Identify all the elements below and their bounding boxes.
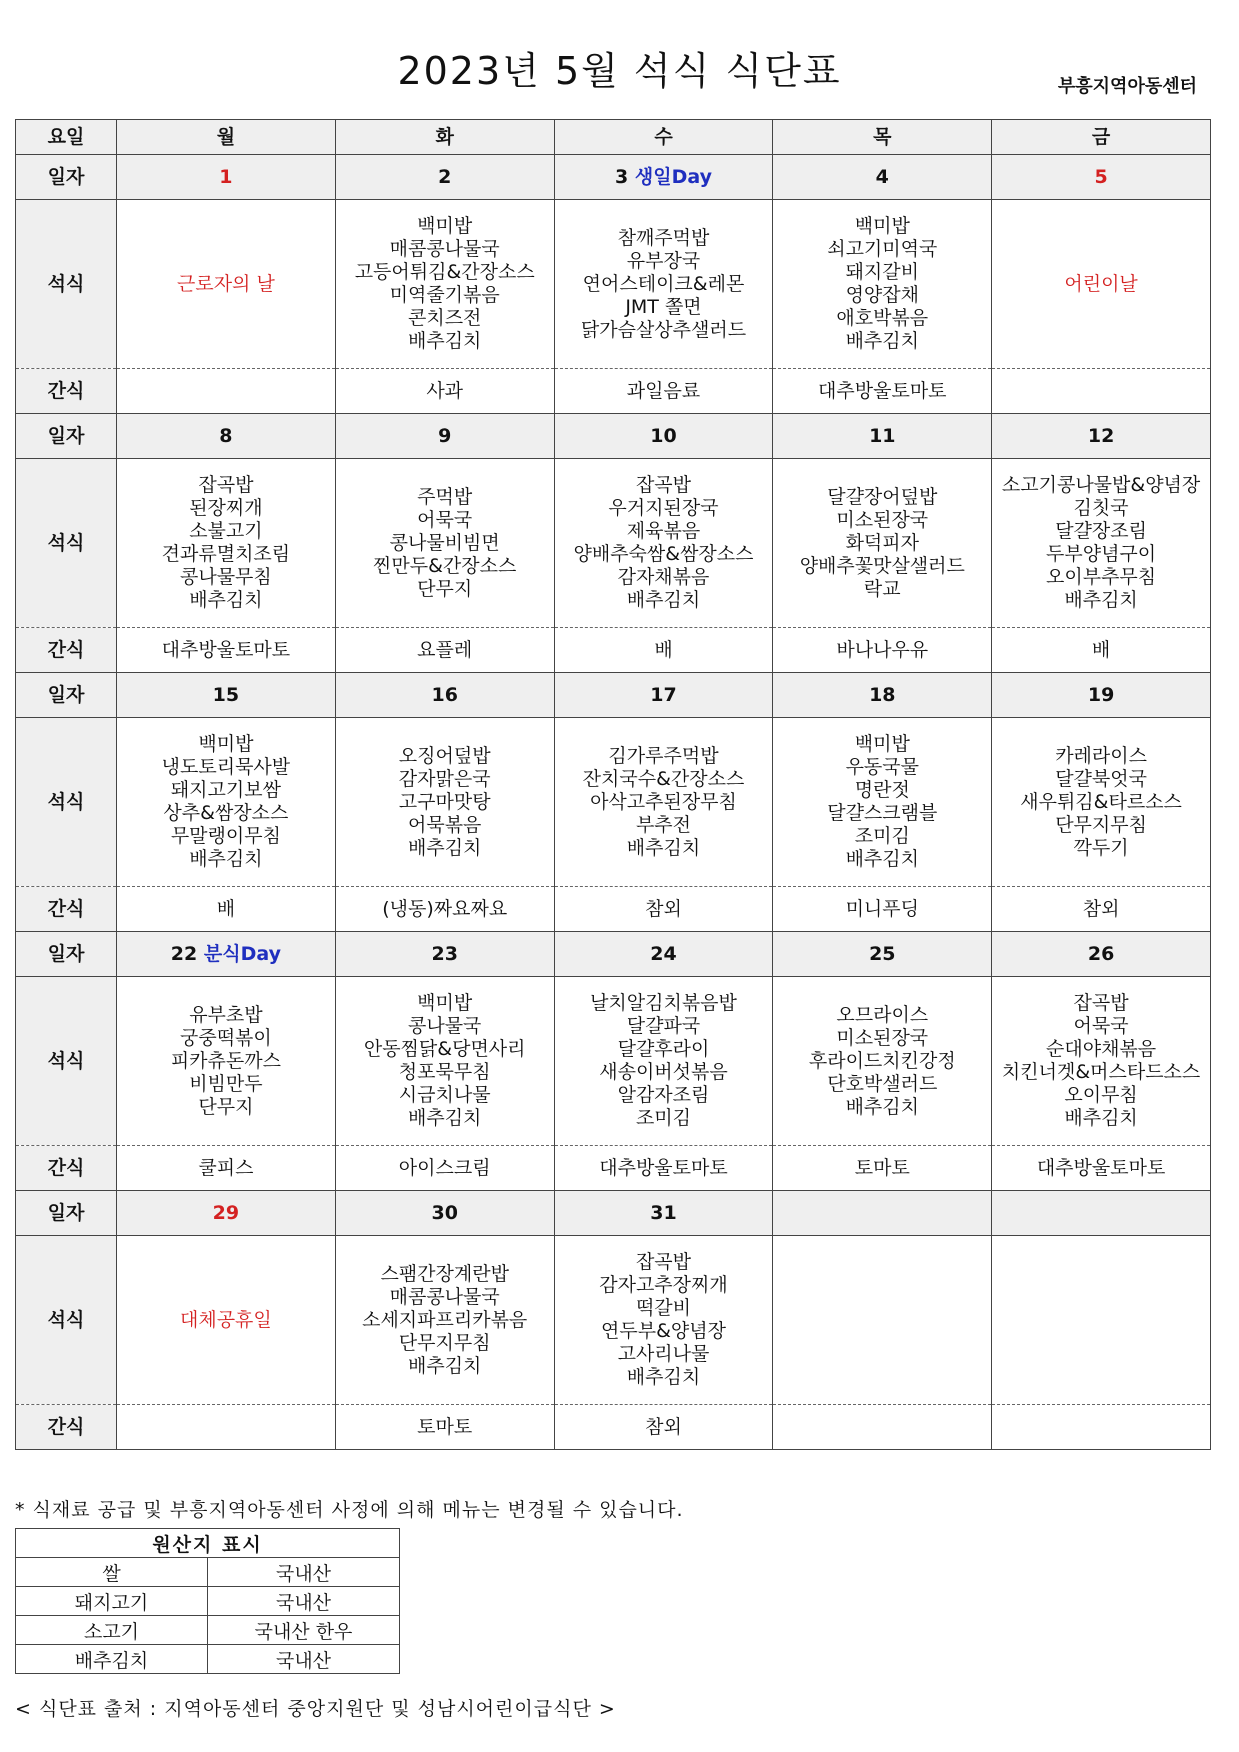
date-number: 31 (650, 1201, 677, 1224)
menu-item: 소고기콩나물밥&양념장 (1001, 474, 1201, 496)
menu-item: 배추김치 (626, 836, 701, 859)
menu-item: 조미김 (635, 1107, 692, 1129)
origin-item: 쌀 (16, 1558, 208, 1587)
menu-item: 콘치즈전 (407, 307, 482, 329)
date-number: 16 (431, 683, 458, 706)
menu-item: 미소된장국 (836, 508, 929, 531)
menu-item: 연어스테이크&레몬 (582, 272, 745, 295)
weekday-wed: 수 (554, 120, 773, 155)
menu-item: 백미밥 (198, 733, 254, 755)
dinner-cell (554, 977, 773, 1146)
snack-cell: 대추방울토마토 (554, 1146, 773, 1191)
menu-item: 배추김치 (407, 836, 482, 859)
menu-item: 김칫국 (1073, 497, 1129, 519)
menu-item: 오이부추무침 (1046, 566, 1157, 588)
weekday-tue: 화 (335, 120, 554, 155)
date-number: 26 (1087, 942, 1115, 965)
menu-item: 아삭고추된장무침 (590, 790, 737, 813)
date-row (16, 1191, 1211, 1236)
snack-cell: 토마토 (773, 1146, 992, 1191)
snack-cell: 참외 (554, 1405, 773, 1450)
weekday-thu: 목 (773, 120, 992, 155)
dinner-cell (335, 459, 554, 628)
snack-label: 간식 (16, 1405, 117, 1450)
date-number: 4 (875, 165, 889, 188)
date-row (16, 414, 1211, 459)
menu-item: 조미김 (854, 825, 910, 847)
menu-item: JMT 쫄면 (625, 295, 702, 318)
menu-item: 견과류멸치조림 (161, 543, 291, 565)
menu-item: 배추김치 (1064, 1107, 1138, 1129)
date-cell (992, 414, 1211, 459)
date-label: 일자 (16, 1191, 117, 1236)
dinner-cell (773, 977, 992, 1146)
menu-item: 배추김치 (407, 330, 482, 352)
dinner-label: 석식 (16, 200, 117, 369)
menu-item: 잡곡밥 (635, 474, 692, 496)
menu-item: 화덕피자 (845, 531, 919, 554)
menu-item: 어묵볶음 (407, 813, 482, 836)
date-cell (554, 155, 773, 200)
origin-row (16, 1587, 400, 1616)
menu-item: 오므라이스 (836, 1003, 929, 1026)
menu-item: 돼지고기보쌈 (170, 779, 281, 801)
date-number: 5 (1094, 165, 1108, 188)
snack-cell: 요플레 (335, 628, 554, 673)
date-cell (117, 673, 336, 718)
menu-item: 우동국물 (845, 756, 919, 778)
dinner-cell (773, 459, 992, 628)
snack-cell: (냉동)짜요짜요 (335, 887, 554, 932)
snack-cell: 배 (992, 628, 1211, 673)
menu-item: 떡갈비 (635, 1297, 692, 1319)
snack-label: 간식 (16, 628, 117, 673)
menu-item: 백미밥 (854, 215, 910, 237)
menu-item: 유부장국 (626, 249, 701, 272)
dinner-row (16, 459, 1211, 628)
menu-item: 근로자의 날 (176, 272, 275, 295)
date-number: 19 (1087, 683, 1115, 706)
menu-item: 후라이드치킨강정 (808, 1049, 956, 1072)
menu-item: 찐만두&간장소스 (373, 554, 517, 577)
menu-item: 감자고추장찌개 (599, 1274, 728, 1296)
menu-item: 달걀파국 (626, 1015, 701, 1037)
date-number: 25 (869, 942, 896, 965)
menu-item: 콩나물무침 (180, 566, 272, 588)
menu-item: 닭가슴살상추샐러드 (580, 318, 747, 341)
menu-item: 애호박볶음 (836, 307, 929, 329)
menu-item: 단무지 (198, 1095, 254, 1118)
menu-item: 미역줄기볶음 (389, 284, 500, 306)
menu-item: 미소된장국 (836, 1026, 929, 1049)
date-number: 3 (615, 165, 629, 188)
dinner-row (16, 977, 1211, 1146)
menu-item: 유부초밥 (189, 1003, 263, 1026)
menu-item: 배추김치 (845, 330, 919, 352)
dinner-cell (335, 1236, 554, 1405)
menu-item: 잡곡밥 (1073, 992, 1129, 1014)
origin-country: 국내산 (208, 1587, 400, 1616)
menu-item: 배추김치 (407, 1354, 482, 1377)
dinner-cell (554, 718, 773, 887)
date-cell (335, 932, 554, 977)
date-row (16, 932, 1211, 977)
dinner-cell (117, 977, 336, 1146)
origin-country: 국내산 (208, 1558, 400, 1587)
date-number: 9 (438, 424, 452, 447)
source-text: < 식단표 출처 : 지역아동센터 중앙지원단 및 성남시어린이급식단 > (15, 1698, 616, 1720)
snack-cell: 과일음료 (554, 369, 773, 414)
date-cell (992, 155, 1211, 200)
snack-cell: 아이스크림 (335, 1146, 554, 1191)
menu-item: 깍두기 (1073, 836, 1129, 859)
date-cell (335, 673, 554, 718)
dinner-cell (117, 1236, 336, 1405)
date-cell (992, 932, 1211, 977)
menu-item: 단무지 (417, 577, 473, 600)
snack-cell: 대추방울토마토 (773, 369, 992, 414)
menu-item: 소세지파프리카볶음 (362, 1308, 528, 1331)
date-row (16, 673, 1211, 718)
weekday-label: 요일 (16, 120, 117, 155)
date-cell (773, 155, 992, 200)
origin-table (15, 1528, 400, 1674)
menu-item: 배추김치 (626, 589, 701, 611)
origin-item: 배추김치 (16, 1645, 208, 1674)
dinner-row (16, 718, 1211, 887)
menu-item: 부추전 (635, 813, 692, 836)
dinner-cell (117, 718, 336, 887)
menu-item: 매콤콩나물국 (389, 1285, 500, 1308)
date-number: 29 (212, 1201, 240, 1224)
dinner-label: 석식 (16, 977, 117, 1146)
origin-row (16, 1645, 400, 1674)
snack-label: 간식 (16, 369, 117, 414)
dinner-cell (773, 200, 992, 369)
dinner-row (16, 200, 1211, 369)
menu-item: 배추김치 (845, 848, 919, 870)
menu-item: 상추&쌈장소스 (163, 802, 289, 824)
dinner-cell (117, 459, 336, 628)
date-cell (554, 414, 773, 459)
menu-item: 쇠고기미역국 (827, 238, 938, 260)
date-row (16, 155, 1211, 200)
menu-item: 영양잡채 (845, 284, 919, 306)
event-tag: 생일Day (634, 165, 712, 188)
dinner-label: 석식 (16, 459, 117, 628)
menu-item: 백미밥 (854, 733, 910, 755)
snack-cell: 대추방울토마토 (117, 628, 336, 673)
menu-item: 감자채볶음 (617, 566, 710, 588)
menu-item: 어묵국 (417, 508, 473, 531)
snack-cell: 바나나우유 (773, 628, 992, 673)
menu-item: 된장찌개 (189, 497, 263, 519)
dinner-cell (554, 200, 773, 369)
menu-item: 순대야채볶음 (1046, 1038, 1157, 1060)
menu-item: 안동찜닭&당면사리 (363, 1038, 526, 1060)
date-cell (554, 673, 773, 718)
date-number: 10 (650, 424, 677, 447)
menu-item: 배추김치 (626, 1366, 701, 1388)
snack-cell: 대추방울토마토 (992, 1146, 1211, 1191)
snack-cell (992, 1405, 1211, 1450)
dinner-cell (992, 1236, 1211, 1405)
dinner-cell (992, 718, 1211, 887)
snack-row (16, 887, 1211, 932)
snack-row (16, 369, 1211, 414)
menu-item: 달걀장어덮밥 (827, 485, 938, 508)
snack-cell: 배 (117, 887, 336, 932)
origin-title: 원산지 표시 (16, 1529, 400, 1558)
menu-item: 스팸간장계란밥 (380, 1262, 509, 1285)
dinner-label: 석식 (16, 718, 117, 887)
origin-row (16, 1616, 400, 1645)
snack-row (16, 1405, 1211, 1450)
menu-item: 궁중떡볶이 (180, 1026, 272, 1049)
date-cell (992, 673, 1211, 718)
dinner-label: 석식 (16, 1236, 117, 1405)
menu-item: 달걀후라이 (617, 1038, 710, 1060)
date-number: 8 (219, 424, 233, 447)
snack-cell: 사과 (335, 369, 554, 414)
page-title: 2023년 5월 석식 식단표 (397, 49, 842, 93)
weekday-fri: 금 (992, 120, 1211, 155)
origin-country: 국내산 (208, 1645, 400, 1674)
dinner-cell (992, 459, 1211, 628)
origin-item: 소고기 (16, 1616, 208, 1645)
dinner-row (16, 1236, 1211, 1405)
date-cell (554, 1191, 773, 1236)
menu-item: 고구마맛탕 (398, 790, 491, 813)
meal-plan-table (15, 119, 1211, 1450)
menu-item: 대체공휴일 (180, 1308, 272, 1331)
menu-item: 연두부&양념장 (601, 1320, 726, 1342)
snack-cell: 참외 (992, 887, 1211, 932)
date-cell (773, 414, 992, 459)
date-number: 15 (212, 683, 240, 706)
date-number: 30 (431, 1201, 458, 1224)
center-name: 부흥지역아동센터 (1057, 76, 1197, 97)
menu-item: 명란젓 (854, 779, 910, 801)
dinner-cell (554, 459, 773, 628)
date-cell (117, 1191, 336, 1236)
snack-label: 간식 (16, 1146, 117, 1191)
menu-item: 시금치나물 (398, 1084, 491, 1106)
menu-item: 잡곡밥 (198, 474, 254, 496)
menu-item: 새송이버섯볶음 (599, 1061, 728, 1083)
menu-item: 양배추꽃맛살샐러드 (799, 554, 965, 577)
menu-item: 참깨주먹밥 (617, 226, 710, 249)
menu-item: 치킨너겟&머스타드소스 (1001, 1061, 1201, 1083)
menu-item: 배추김치 (1064, 589, 1138, 611)
menu-item: 달걀북엇국 (1055, 767, 1147, 790)
menu-item: 피카츄돈까스 (170, 1049, 281, 1072)
menu-item: 콩나물국 (407, 1015, 482, 1037)
menu-item: 백미밥 (417, 215, 473, 237)
date-cell (117, 414, 336, 459)
origin-row (16, 1558, 400, 1587)
dinner-cell (992, 200, 1211, 369)
menu-item: 소불고기 (189, 520, 263, 542)
menu-item: 냉도토리묵사발 (161, 756, 291, 778)
menu-item: 잔치국수&간장소스 (582, 767, 745, 790)
date-number: 23 (431, 942, 458, 965)
notice-text: * 식재료 공급 및 부흥지역아동센터 사정에 의해 메뉴는 변경될 수 있습니다. (15, 1499, 684, 1521)
snack-cell: 배 (554, 628, 773, 673)
date-label: 일자 (16, 673, 117, 718)
menu-item: 락교 (863, 577, 901, 600)
menu-item: 새우튀김&타르소스 (1020, 790, 1182, 813)
snack-cell: 쿨피스 (117, 1146, 336, 1191)
date-number: 18 (869, 683, 896, 706)
snack-row (16, 628, 1211, 673)
date-number: 11 (869, 424, 896, 447)
date-cell (335, 414, 554, 459)
menu-item: 카레라이스 (1055, 744, 1147, 767)
date-number: 22 (170, 942, 198, 965)
menu-item: 어린이날 (1064, 272, 1138, 295)
menu-item: 감자맑은국 (398, 767, 491, 790)
event-tag: 분식Day (203, 942, 281, 965)
menu-item: 날치알김치볶음밥 (590, 992, 737, 1014)
menu-item: 배추김치 (845, 1095, 919, 1118)
menu-item: 배추김치 (407, 1107, 482, 1129)
menu-item: 어묵국 (1073, 1015, 1129, 1037)
menu-item: 단호박샐러드 (827, 1072, 938, 1095)
menu-item: 주먹밥 (417, 485, 473, 508)
menu-item: 양배추숙쌈&쌈장소스 (573, 543, 754, 565)
date-label: 일자 (16, 932, 117, 977)
dinner-cell (335, 977, 554, 1146)
snack-cell (773, 1405, 992, 1450)
snack-cell: 참외 (554, 887, 773, 932)
origin-item: 돼지고기 (16, 1587, 208, 1616)
dinner-cell (335, 200, 554, 369)
date-label: 일자 (16, 155, 117, 200)
date-cell (992, 1191, 1211, 1236)
date-cell (773, 932, 992, 977)
date-number: 1 (219, 165, 233, 188)
menu-item: 청포묵무침 (398, 1061, 491, 1083)
snack-cell (992, 369, 1211, 414)
origin-country: 국내산 한우 (208, 1616, 400, 1645)
date-cell (335, 155, 554, 200)
menu-item: 알감자조림 (617, 1084, 710, 1106)
dinner-cell (554, 1236, 773, 1405)
date-label: 일자 (16, 414, 117, 459)
dinner-cell (773, 1236, 992, 1405)
menu-item: 고사리나물 (617, 1343, 710, 1365)
snack-cell: 미니푸딩 (773, 887, 992, 932)
menu-item: 백미밥 (417, 992, 473, 1014)
date-number: 17 (650, 683, 677, 706)
dinner-cell (117, 200, 336, 369)
menu-item: 매콤콩나물국 (389, 238, 500, 260)
snack-label: 간식 (16, 887, 117, 932)
menu-item: 고등어튀김&간장소스 (354, 261, 535, 283)
menu-item: 배추김치 (189, 589, 263, 611)
date-number: 24 (650, 942, 677, 965)
date-cell (117, 155, 336, 200)
date-cell (773, 1191, 992, 1236)
menu-item: 무말랭이무침 (170, 825, 281, 847)
menu-item: 달걀스크램블 (827, 802, 938, 824)
dinner-cell (992, 977, 1211, 1146)
menu-item: 콩나물비빔면 (389, 531, 500, 554)
snack-cell: 토마토 (335, 1405, 554, 1450)
date-cell (335, 1191, 554, 1236)
date-cell (554, 932, 773, 977)
menu-item: 두부양념구이 (1046, 543, 1157, 565)
date-number: 12 (1087, 424, 1115, 447)
menu-item: 오징어덮밥 (398, 744, 491, 767)
menu-item: 오이무침 (1064, 1084, 1138, 1106)
dinner-cell (773, 718, 992, 887)
date-cell (117, 932, 336, 977)
menu-item: 단무지무침 (398, 1331, 491, 1354)
menu-item: 김가루주먹밥 (608, 744, 719, 767)
date-cell (773, 673, 992, 718)
weekday-header-row (16, 120, 1211, 155)
menu-item: 우거지된장국 (608, 497, 719, 519)
menu-item: 돼지갈비 (845, 261, 919, 283)
menu-item: 비빔만두 (189, 1072, 263, 1095)
menu-item: 배추김치 (189, 848, 263, 870)
snack-row (16, 1146, 1211, 1191)
weekday-mon: 월 (117, 120, 336, 155)
menu-item: 단무지무침 (1055, 813, 1147, 836)
menu-item: 제육볶음 (626, 520, 701, 542)
menu-item: 잡곡밥 (635, 1251, 692, 1273)
menu-item: 달걀장조림 (1055, 520, 1147, 542)
snack-cell (117, 1405, 336, 1450)
snack-cell (117, 369, 336, 414)
dinner-cell (335, 718, 554, 887)
date-number: 2 (438, 165, 452, 188)
